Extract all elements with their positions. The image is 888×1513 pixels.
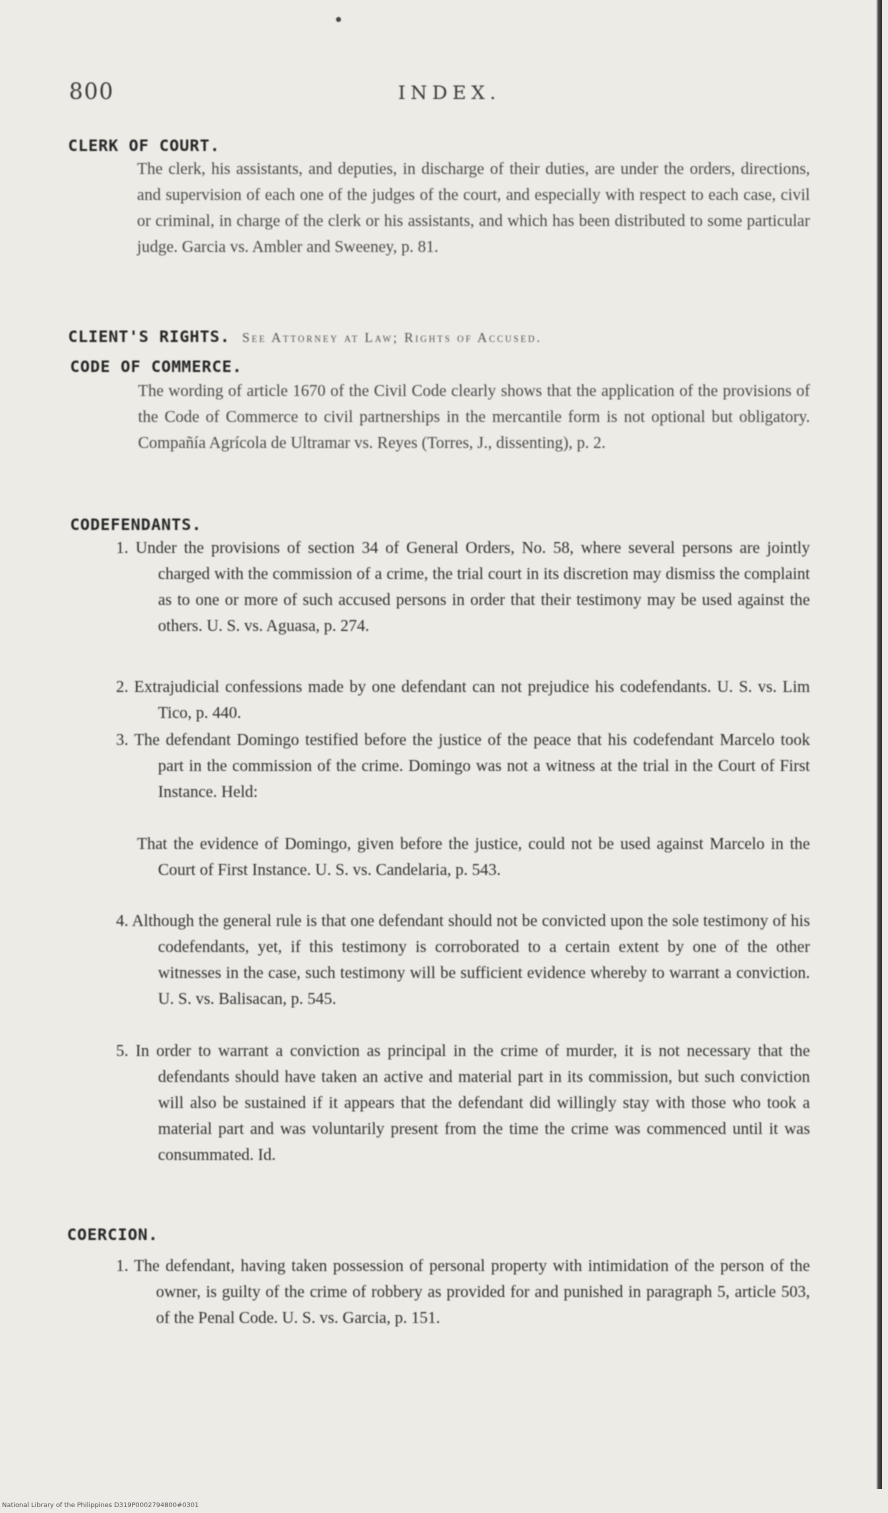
heading-coercion: COERCION. bbox=[67, 1225, 159, 1244]
codefendants-item-4-text: 4. Although the general rule is that one defendant should not be convicted upon the sole testimony of his codefendants, yet, if this testimony is corroborated to a certain extent by one of the other witnesses in the case, such testimony will be sufficient evidence whereby to warrant a conviction. U. S. vs. Balisacan, p. 545. bbox=[116, 911, 810, 1008]
codefendants-item-3-holding bbox=[137, 831, 810, 883]
heading-code-of-commerce: CODE OF COMMERCE. bbox=[70, 357, 243, 376]
page-edge-shadow bbox=[876, 0, 882, 1513]
page-number: 800 bbox=[69, 80, 114, 105]
codefendants-item-2 bbox=[116, 674, 810, 726]
scan-footer: National Library of the Philippines D319P0002794800#0301 bbox=[2, 1501, 199, 1509]
codefendants-item-3-holding-text: That the evidence of Domingo, given before the justice, could not be used against Marcelo in the Court of First Instance. U. S. vs. Candelaria, p. 543. bbox=[137, 834, 810, 879]
codefendants-item-1-text: 1. Under the provisions of section 34 of General Orders, No. 58, where several persons are jointly charged with the commission of a crime, the trial court in its discretion may dismiss the complaint as to one or more of such accused persons in order that their testimony may be used against the others. U. S. vs. Aguasa, p. 274. bbox=[116, 538, 810, 635]
clerk-of-court-text: The clerk, his assistants, and deputies, in discharge of their duties, are under the orders, directions, and supervision of each one of the judges of the court, and especially with respect to each case, civil or criminal, in charge of the clerk or his assistants, and which has been distributed to some particular judge. Garcia vs. Ambler and Sweeney, p. 81. bbox=[137, 159, 810, 256]
codefendants-item-4 bbox=[116, 908, 810, 1012]
codefendants-item-5-text: 5. In order to warrant a conviction as principal in the crime of murder, it is not necessary that the defendants should have taken an active and material part in its commission, but such conviction will also be sustained if it appears that the defendant did willingly stay with those who took a material part and was voluntarily present from the time the crime was commenced until it was consummated. Id. bbox=[116, 1041, 810, 1164]
clients-rights-heading-text: CLIENT'S RIGHTS. bbox=[68, 327, 231, 346]
codefendants-item-3-text: 3. The defendant Domingo testified before the justice of the peace that his codefendant Marcelo took part in the commission of the crime. Domingo was not a witness at the trial in the Court of First Instance. Held: bbox=[116, 730, 810, 801]
heading-codefendants: CODEFENDANTS. bbox=[70, 515, 202, 534]
heading-clients-rights bbox=[68, 327, 542, 346]
codefendants-item-5 bbox=[116, 1038, 810, 1168]
codefendants-item-3 bbox=[116, 727, 810, 805]
code-of-commerce-text: The wording of article 1670 of the Civil Code clearly shows that the application of the provisions of the Code of Commerce to civil partnerships in the mercantile form is not optional but obligatory. Compañía Agrícola de Ultramar vs. Reyes (Torres, J., dissenting), p. 2. bbox=[138, 381, 810, 452]
ink-dot bbox=[336, 17, 341, 22]
codefendants-item-2-text: 2. Extrajudicial confessions made by one defendant can not prejudice his codefendants. U. S. vs. Lim Tico, p. 440. bbox=[116, 677, 810, 722]
codefendants-item-1 bbox=[116, 535, 810, 639]
running-head: INDEX. bbox=[398, 82, 501, 104]
coercion-item-1-text: 1. The defendant, having taken possession of personal property with intimidation of the person of the owner, is guilty of the crime of robbery as provided for and punished in paragraph 5, article 503, of the Penal Code. U. S. vs. Garcia, p. 151. bbox=[116, 1256, 810, 1327]
coercion-item-1 bbox=[116, 1253, 810, 1331]
clients-rights-see-reference: See Attorney at Law; Rights of Accused. bbox=[242, 330, 542, 345]
heading-clerk-of-court: CLERK OF COURT. bbox=[68, 136, 220, 155]
